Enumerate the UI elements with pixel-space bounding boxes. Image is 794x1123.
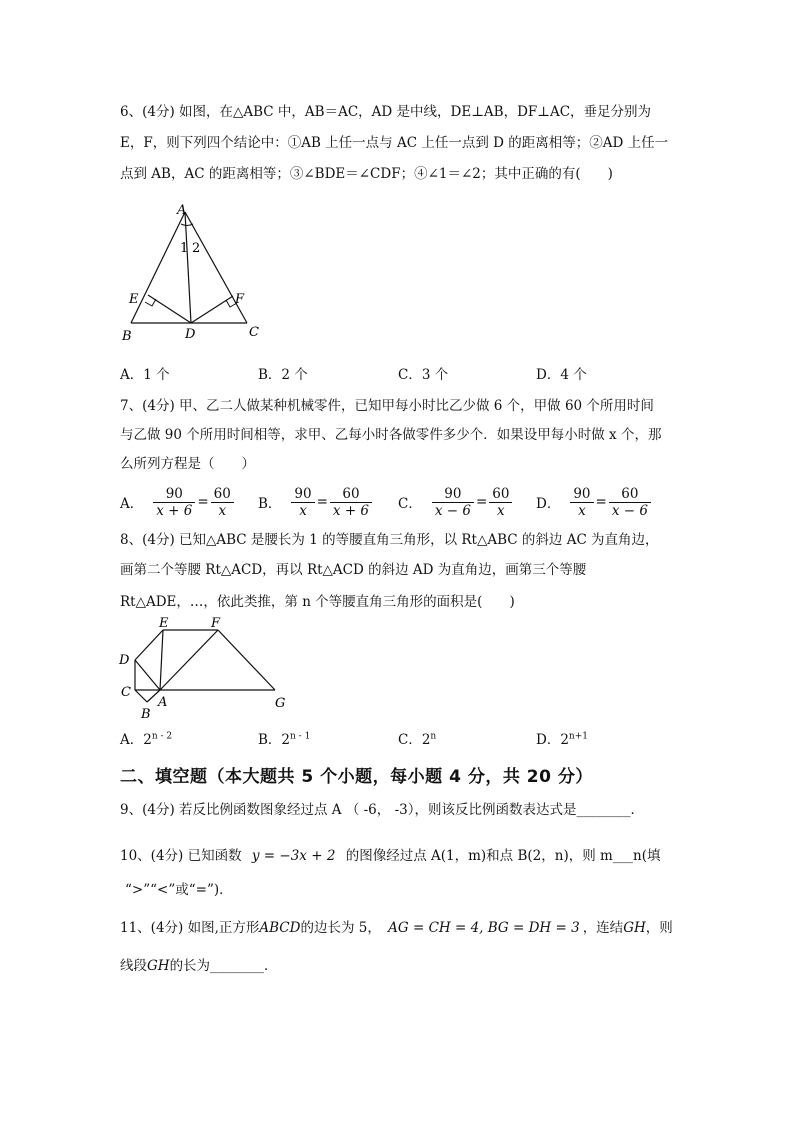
q7-b-rden: x + 6 — [332, 502, 370, 519]
q8-option-a-exponent: n - 2 — [151, 731, 173, 742]
q7-c-rnum: 60 — [489, 486, 512, 503]
q7-line-3: 么所列方程是（ ） — [120, 456, 255, 472]
q8-label-C: C — [121, 685, 131, 700]
q8-option-a[interactable] — [120, 728, 172, 748]
q6-line-2: E，F，则下列四个结论中：①AB 上任一点与 AC 上任一点到 D 的距离相等；②AD 上任一 — [120, 135, 669, 151]
q6-option-c[interactable]: C．3 个 — [398, 367, 449, 383]
q7-c-right-frac — [489, 486, 512, 519]
q6-label-angle-1: 1 — [180, 241, 189, 256]
q7-option-b[interactable] — [258, 482, 372, 522]
q7-b-lnum: 90 — [291, 486, 314, 503]
q8-option-b-exponent: n - 1 — [290, 731, 311, 742]
q6-option-d[interactable]: D．4 个 — [536, 367, 587, 383]
q8-line-3: Rt△ADE，…，依此类推，第 n 个等腰直角三角形的面积是( ) — [120, 594, 515, 610]
q6-line-1: 6、(4分) 如图，在△ABC 中，AB＝AC，AD 是中线，DE⊥AB，DF⊥AC，垂足分别为 — [120, 104, 652, 120]
q7-c-rden: x — [497, 502, 505, 519]
q11-prefix: 11、(4分) 如图,正方形 — [120, 920, 260, 936]
q6-label-E: E — [129, 292, 139, 307]
q7-option-c-label: C． — [398, 496, 422, 512]
q11-line2-a: 线段 — [120, 958, 147, 974]
q7-a-lnum: 90 — [153, 486, 195, 503]
q11-end: ，则 — [645, 920, 673, 936]
q6-label-C: C — [249, 325, 259, 340]
q7-b-rnum: 60 — [330, 486, 372, 503]
q8-line-1: 8、(4分) 已知△ABC 是腰长为 1 的等腰直角三角形，以 Rt△ABC 的斜边 AC 为直角边， — [120, 532, 659, 548]
q7-a-left-frac — [153, 486, 195, 519]
q10-line-2: “>”“<”或“=”)． — [125, 882, 233, 898]
q8-option-c[interactable] — [398, 728, 436, 748]
q7-a-rnum: 60 — [211, 486, 234, 503]
q11-mid: 的边长为 5， — [300, 920, 381, 936]
q9-text: 9、(4分) 若反比例函数图象经过点 A （ -6， -3），则该反比例函数表达式是________． — [120, 802, 644, 818]
q11-square-name: ABCD — [259, 920, 301, 936]
q7-b-right-frac — [330, 486, 372, 519]
equals-sign: = — [595, 494, 607, 510]
q8-option-b-label: B．2 — [258, 732, 291, 748]
q11-line-1 — [120, 916, 673, 940]
q11-line-2 — [120, 954, 278, 978]
q6-option-a[interactable]: A．1 个 — [120, 367, 170, 383]
q8-label-E: E — [159, 616, 169, 631]
q6-label-B: B — [122, 329, 132, 344]
equals-sign: = — [197, 494, 209, 510]
q6-label-A: A — [177, 203, 187, 218]
q7-options — [120, 482, 680, 522]
q8-label-A: A — [158, 695, 168, 710]
q6-label-F: F — [235, 292, 245, 307]
q8-label-G: G — [275, 696, 286, 711]
equals-sign: = — [316, 494, 328, 510]
q7-d-lnum: 90 — [570, 486, 593, 503]
q8-option-d-exponent: n+1 — [568, 731, 588, 742]
q8-label-F: F — [211, 616, 221, 631]
q10-prefix: 10、(4分) 已知函数 — [120, 848, 242, 864]
q7-d-right-frac — [609, 486, 651, 519]
q10-suffix: 的图像经过点 A(1，m)和点 B(2，n)，则 m___n(填 — [345, 848, 661, 864]
q7-d-left-frac — [570, 486, 593, 519]
q7-line-2: 与乙做 90 个所用时间相等，求甲、乙每小时各做零件多少个．如果设甲每小时做 x 个，那 — [120, 427, 662, 443]
q8-label-D: D — [119, 653, 130, 668]
q8-option-b[interactable] — [258, 728, 310, 748]
q7-option-a[interactable] — [120, 482, 234, 522]
q11-line2-c: 的长为________． — [169, 958, 278, 974]
q7-option-a-label: A． — [120, 496, 144, 512]
q7-b-lden: x — [299, 502, 307, 519]
q8-option-d-label: D．2 — [536, 732, 569, 748]
q8-option-d[interactable] — [536, 728, 588, 748]
q11-line2-gh: GH — [147, 958, 170, 974]
q8-option-c-label: C．2 — [398, 732, 431, 748]
q8-option-a-label: A．2 — [120, 732, 152, 748]
q10-formula: y = −3x + 2 — [251, 848, 336, 864]
q7-d-lden: x — [578, 502, 586, 519]
q8-option-c-exponent: n — [430, 731, 437, 742]
q7-d-rden: x − 6 — [611, 502, 648, 519]
q6-label-D: D — [185, 327, 196, 342]
q11-gh: GH — [623, 920, 646, 936]
q7-d-rnum: 60 — [609, 486, 651, 503]
q6-label-angle-2: 2 — [192, 241, 201, 256]
q7-a-lden: x + 6 — [156, 502, 193, 519]
q7-a-rden: x — [218, 502, 227, 519]
q8-triangles-figure — [115, 612, 295, 722]
q10-line-1 — [120, 844, 661, 868]
section-2-heading: 二、填空题（本大题共 5 个小题，每小题 4 分，共 20 分） — [120, 767, 593, 787]
q8-label-B: B — [141, 707, 151, 722]
q6-triangle-figure — [115, 200, 275, 345]
q7-option-d[interactable] — [536, 482, 651, 522]
equals-sign: = — [475, 494, 488, 510]
q7-option-d-label: D． — [536, 496, 561, 512]
q7-option-c[interactable] — [398, 482, 512, 522]
q7-line-1: 7、(4分) 甲、乙二人做某种机械零件，已知甲每小时比乙少做 6 个，甲做 60 个所用时间 — [120, 398, 654, 414]
q11-formula: AG = CH = 4, BG = DH = 3 — [388, 920, 580, 936]
q7-option-b-label: B． — [258, 496, 282, 512]
q7-b-left-frac — [291, 486, 314, 519]
q6-line-3: 点到 AB，AC 的距离相等；③∠BDE＝∠CDF；④∠1＝∠2；其中正确的有( ) — [120, 166, 613, 182]
q7-a-right-frac — [211, 486, 234, 519]
q7-c-lden: x − 6 — [434, 502, 471, 519]
q6-option-b[interactable]: B．2 个 — [258, 367, 308, 383]
q8-line-2: 画第二个等腰 Rt△ACD，再以 Rt△ACD 的斜边 AD 为直角边，画第三个等腰 — [120, 562, 587, 578]
q11-after: ，连结 — [582, 920, 624, 936]
q7-c-left-frac — [432, 486, 474, 519]
q7-c-lnum: 90 — [432, 486, 474, 503]
